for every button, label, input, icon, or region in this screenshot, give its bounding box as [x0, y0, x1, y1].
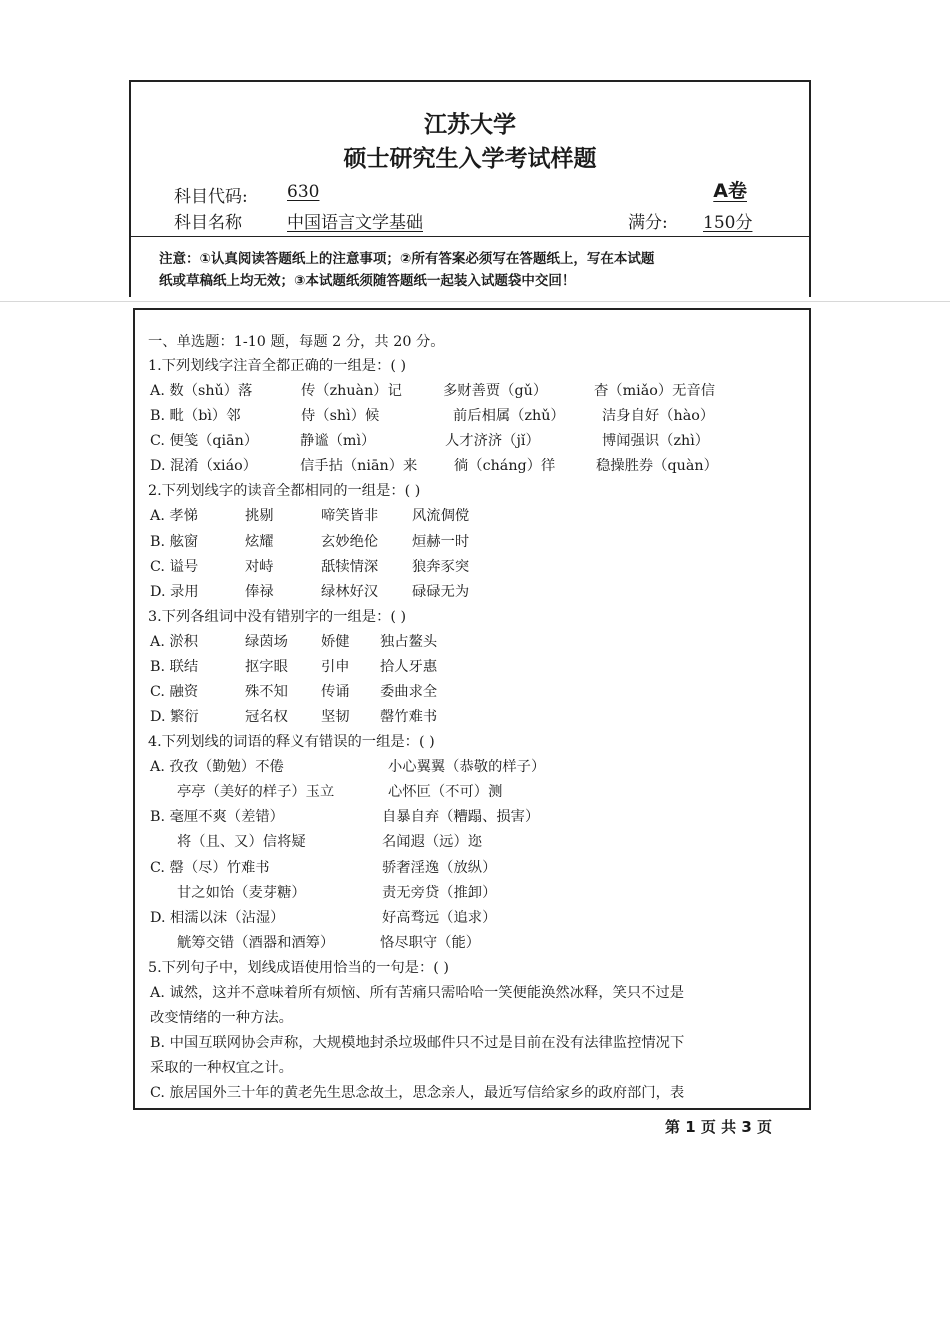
q5-option-b-line1 — [148, 1031, 798, 1055]
q4-option-c2 — [148, 881, 798, 905]
notice-line-1: 注意：①认真阅读答题纸上的注意事项；②所有答案必须写在答题纸上，写在本试题 — [159, 251, 655, 267]
q2-d-2: 俸禄 — [245, 584, 274, 600]
university-name: 江苏大学 — [424, 112, 516, 138]
q1-a-2: 传（zhuàn）记 — [301, 383, 402, 399]
page-number: 第 1 页 共 3 页 — [665, 1118, 772, 1136]
q3-option-c — [148, 680, 798, 704]
q1-d-1: D. 混淆（xiáo） — [150, 458, 257, 474]
subject-code-label: 科目代码: — [174, 187, 248, 207]
exam-title: 硕士研究生入学考试样题 — [343, 146, 597, 172]
q2-a-1: A. 孝悌 — [150, 508, 199, 524]
q5-b-text-1: B. 中国互联网协会声称，大规模地封杀垃圾邮件只不过是目前在没有法律监控情况下 — [150, 1035, 685, 1051]
q2-a-2: 挑剔 — [245, 508, 274, 524]
q5-option-c-line1 — [148, 1081, 798, 1105]
q3-c-2: 殊不知 — [245, 684, 288, 700]
q4-option-a2 — [148, 780, 798, 804]
q4-option-b2 — [148, 830, 798, 854]
q4-option-b1 — [148, 805, 798, 829]
q4-a1-2: 小心翼翼（恭敬的样子） — [388, 759, 546, 775]
q2-a-4: 风流倜傥 — [412, 508, 470, 524]
subject-name-label: 科目名称 — [174, 213, 242, 233]
q4-c2-1: 甘之如饴（麦芽糖） — [177, 885, 306, 901]
q3-c-4: 委曲求全 — [380, 684, 438, 700]
q4-c1-1: C. 罄（尽）竹难书 — [150, 860, 270, 876]
q4-option-c1 — [148, 856, 798, 880]
q2-c-4: 狼奔豕突 — [412, 559, 470, 575]
q1-d-4: 稳操胜券（quàn） — [596, 458, 718, 474]
q1-option-a — [148, 379, 798, 403]
q2-c-1: C. 谥号 — [150, 559, 199, 575]
q4-stem-text: 4.下列划线的词语的释义有错误的一组是：( ) — [148, 734, 435, 750]
q2-a-3: 啼笑皆非 — [321, 508, 379, 524]
q3-b-3: 引申 — [321, 659, 350, 675]
q2-stem-text: 2.下列划线字的读音全都相同的一组是：( ) — [148, 483, 421, 499]
q4-d1-2: 好高骛远（追求） — [382, 910, 497, 926]
full-score-value: 150分 — [703, 213, 753, 233]
q3-b-1: B. 联结 — [150, 659, 199, 675]
q3-option-b — [148, 655, 798, 679]
q4-option-a1 — [148, 755, 798, 779]
q4-option-d1 — [148, 906, 798, 930]
q4-b2-2: 名闻遐（远）迩 — [382, 834, 483, 850]
q3-stem-text: 3.下列各组词中没有错别字的一组是：( ) — [148, 609, 407, 625]
q5-option-b-line2 — [148, 1056, 798, 1080]
q4-c2-2: 责无旁贷（推卸） — [382, 885, 497, 901]
q1-c-1: C. 便笺（qiān） — [150, 433, 259, 449]
page-separator — [0, 301, 950, 302]
section-title — [148, 330, 798, 354]
q2-b-1: B. 舷窗 — [150, 534, 199, 550]
q4-c1-2: 骄奢淫逸（放纵） — [382, 860, 497, 876]
q5-a-text-2: 改变情绪的一种方法。 — [150, 1010, 293, 1026]
q4-d2-2: 恪尽职守（能） — [380, 935, 481, 951]
q3-option-d — [148, 705, 798, 729]
q1-option-d — [148, 454, 798, 478]
q4-option-d2 — [148, 931, 798, 955]
q4-b2-1: 将（且、又）信将疑 — [177, 834, 306, 850]
subject-code-value: 630 — [287, 182, 320, 202]
q5-a-text-1: A. 诚然，这并不意味着所有烦恼、所有苦痛只需哈哈一笑便能涣然冰释，笑只不过是 — [150, 985, 685, 1001]
q2-d-1: D. 录用 — [150, 584, 199, 600]
question-5-stem — [148, 956, 798, 980]
q2-b-3: 玄妙绝伦 — [321, 534, 379, 550]
q3-d-1: D. 繁衍 — [150, 709, 199, 725]
q1-stem-text: 1.下列划线字注音全都正确的一组是：( ) — [148, 358, 407, 374]
q3-c-3: 传诵 — [321, 684, 350, 700]
q1-c-4: 博闻强识（zhì） — [602, 433, 710, 449]
q4-a1-1: A. 孜孜（勤勉）不倦 — [150, 759, 284, 775]
q2-d-4: 碌碌无为 — [412, 584, 470, 600]
q1-b-3: 前后相属（zhǔ） — [453, 408, 565, 424]
q3-d-3: 坚韧 — [321, 709, 350, 725]
question-4-stem — [148, 730, 798, 754]
exam-header-box — [129, 80, 811, 297]
q1-a-3: 多财善贾（gǔ） — [443, 383, 548, 399]
q1-option-b — [148, 404, 798, 428]
q5-c-text-1: C. 旅居国外三十年的黄老先生思念故土，思念亲人，最近写信给家乡的政府部门，表 — [150, 1085, 685, 1101]
q2-option-b — [148, 530, 798, 554]
section-title-text: 一、单选题：1-10 题，每题 2 分，共 20 分。 — [148, 334, 445, 350]
q1-d-3: 徜（cháng）徉 — [454, 458, 556, 474]
q1-c-2: 静谧（mì） — [300, 433, 376, 449]
q1-d-2: 信手拈（niān）来 — [300, 458, 418, 474]
q2-d-3: 绿林好汉 — [321, 584, 379, 600]
q4-d1-1: D. 相濡以沫（沾湿） — [150, 910, 285, 926]
q2-c-3: 舐犊情深 — [321, 559, 379, 575]
q4-a2-2: 心怀叵（不可）测 — [388, 784, 503, 800]
q3-a-3: 娇健 — [321, 634, 350, 650]
q2-option-c — [148, 555, 798, 579]
q5-b-text-2: 采取的一种权宜之计。 — [150, 1060, 293, 1076]
q2-c-2: 对峙 — [245, 559, 274, 575]
q2-option-d — [148, 580, 798, 604]
q2-b-2: 炫耀 — [245, 534, 274, 550]
q3-b-2: 抠字眼 — [245, 659, 288, 675]
header-divider — [131, 236, 809, 237]
subject-name-value: 中国语言文学基础 — [287, 213, 423, 233]
q1-c-3: 人才济济（jǐ） — [445, 433, 540, 449]
q4-a2-1: 亭亭（美好的样子）玉立 — [177, 784, 335, 800]
q5-stem-text: 5.下列句子中，划线成语使用恰当的一句是：( ) — [148, 960, 449, 976]
q4-b1-2: 自暴自弃（糟蹋、损害） — [382, 809, 540, 825]
q3-a-1: A. 淤积 — [150, 634, 199, 650]
question-1-stem — [148, 354, 798, 378]
q1-a-1: A. 数（shǔ）落 — [150, 383, 253, 399]
q1-option-c — [148, 429, 798, 453]
q3-b-4: 拾人牙惠 — [380, 659, 438, 675]
q1-b-4: 洁身自好（hào） — [602, 408, 715, 424]
q3-d-2: 冠名权 — [245, 709, 288, 725]
q5-option-a-line2 — [148, 1006, 798, 1030]
q4-d2-1: 觥筹交错（酒器和酒筹） — [177, 935, 335, 951]
q2-b-4: 烜赫一时 — [412, 534, 470, 550]
q1-b-1: B. 毗（bì）邻 — [150, 408, 241, 424]
q3-d-4: 罄竹难书 — [380, 709, 438, 725]
paper-type-badge: A卷 — [713, 180, 747, 202]
notice-text — [159, 248, 779, 292]
q3-option-a — [148, 630, 798, 654]
q4-b1-1: B. 毫厘不爽（差错） — [150, 809, 284, 825]
q5-option-a-line1 — [148, 981, 798, 1005]
q1-a-4: 杳（miǎo）无音信 — [594, 383, 716, 399]
q3-a-2: 绿茵场 — [245, 634, 288, 650]
q1-b-2: 侍（shì）候 — [301, 408, 380, 424]
full-score-label: 满分: — [628, 213, 668, 233]
q2-option-a — [148, 504, 798, 528]
question-2-stem — [148, 479, 798, 503]
question-3-stem — [148, 605, 798, 629]
q3-c-1: C. 融资 — [150, 684, 199, 700]
notice-line-2: 纸或草稿纸上均无效；③本试题纸须随答题纸一起装入试题袋中交回！ — [159, 273, 576, 289]
q3-a-4: 独占鳌头 — [380, 634, 438, 650]
